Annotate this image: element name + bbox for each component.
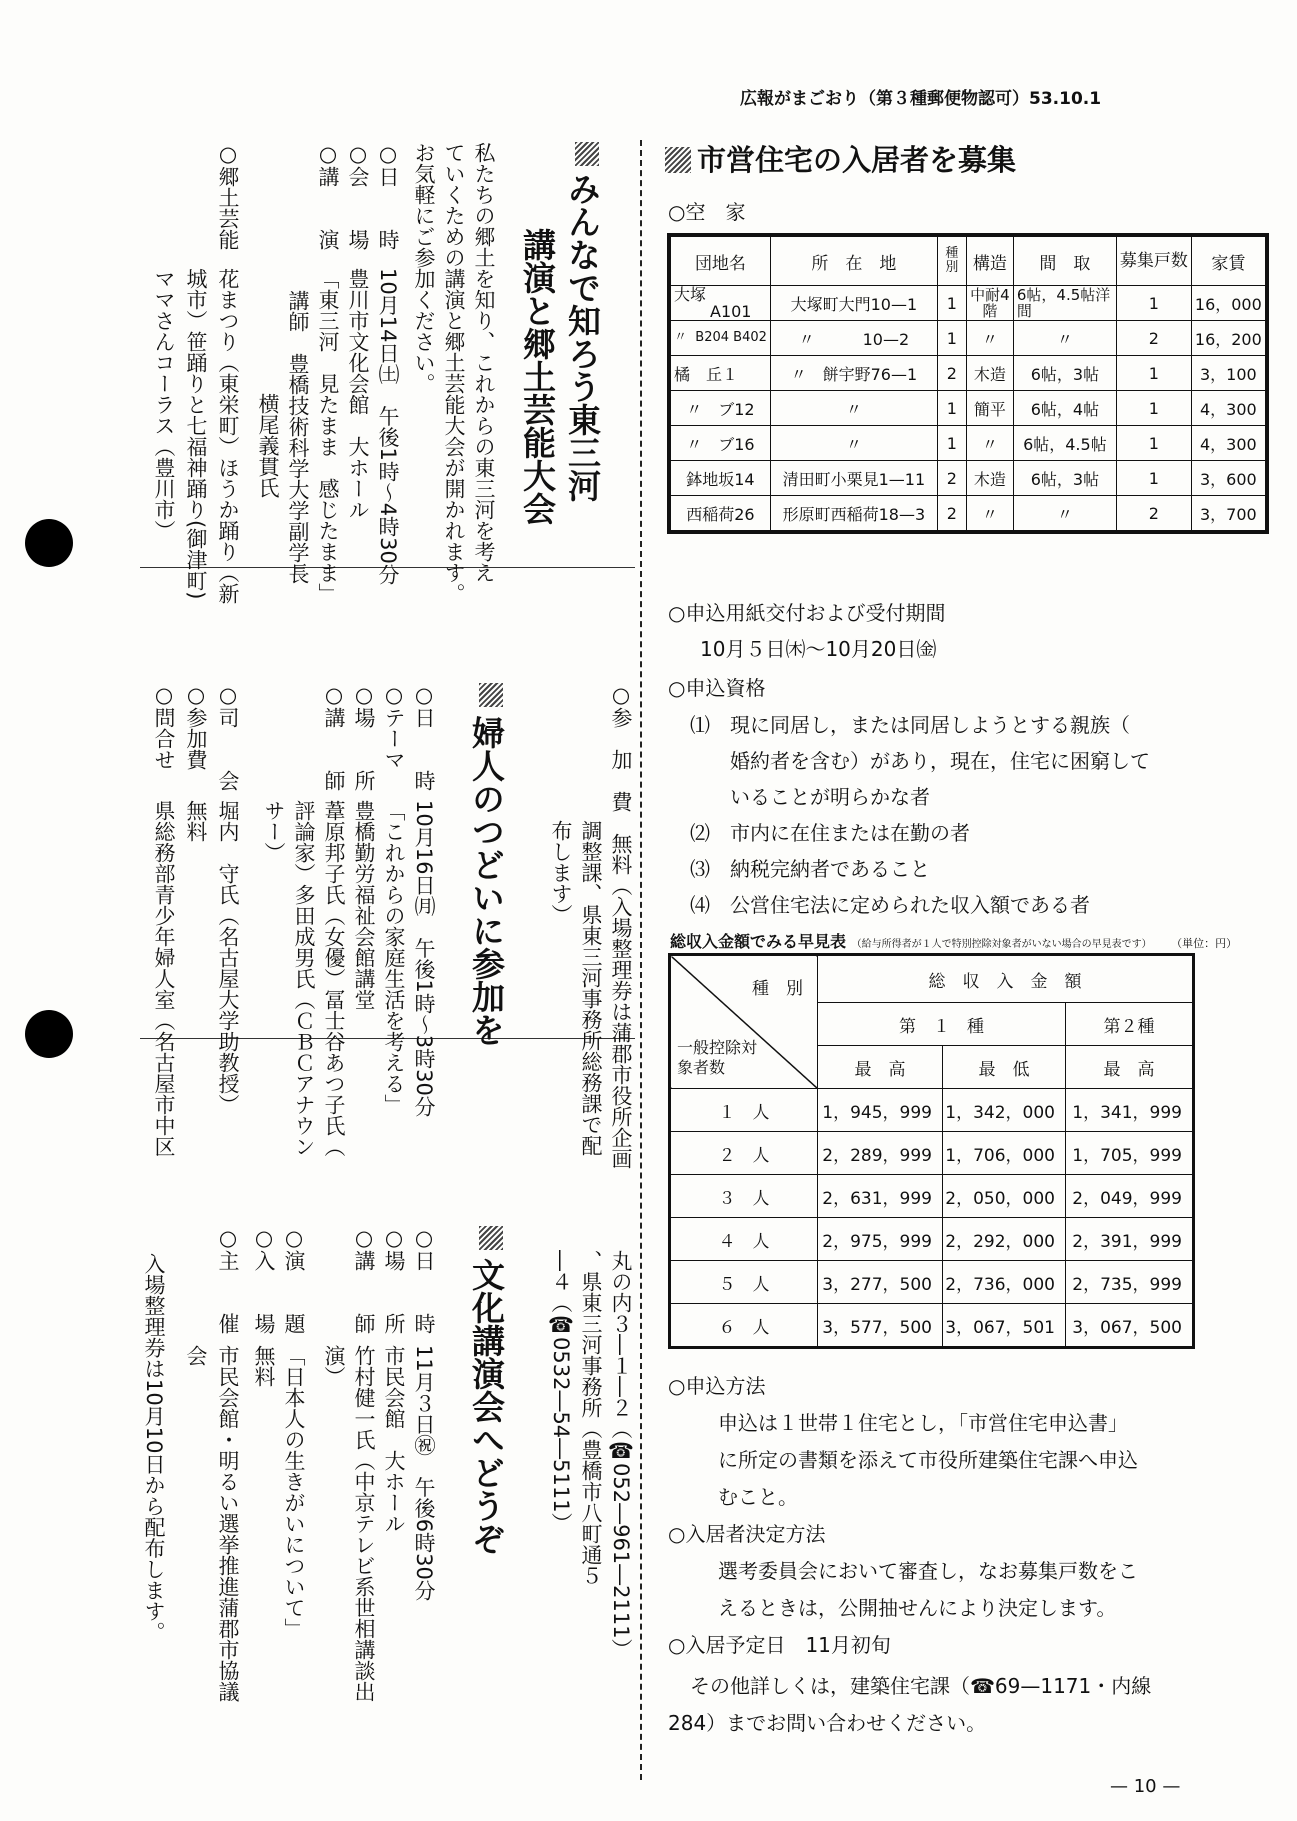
- cell-t2max: 2，049，999: [1066, 1175, 1193, 1218]
- cell-t1max: 1，945，999: [818, 1089, 943, 1132]
- vacancy-heading: ○空 家: [668, 200, 746, 224]
- cell-address: 清田町小栗見1—11: [770, 461, 937, 496]
- bunka-place-value: 市民会館 大ホール: [382, 1345, 406, 1534]
- table-row: [671, 1175, 1193, 1218]
- table-row: [671, 1304, 1193, 1347]
- cell-people: ４ 人: [671, 1218, 818, 1261]
- cell-name-sub: A101: [710, 302, 752, 321]
- fujin-contact-cont3: ―４（☎0532―54―5111）: [549, 1250, 573, 1534]
- column-divider: [640, 140, 642, 1780]
- fujin-contact-cont2: 、県東三河事務所（豊橋市八町通５: [579, 1250, 603, 1586]
- cell-t1max: 3，277，500: [818, 1261, 943, 1304]
- cell-t1min: 2，292，000: [943, 1218, 1066, 1261]
- bunka-title-icon: [479, 1226, 503, 1254]
- bunka-topic-label: ○演 題: [282, 1226, 306, 1334]
- hdr-type1: 第 １ 種: [818, 1003, 1066, 1046]
- cell-structure: 簡平: [966, 391, 1013, 426]
- kyodo-title-2: 講演と郷土芸能大会: [518, 228, 557, 525]
- kyodo-venue-label: ○会 場: [346, 142, 370, 250]
- qualification-3: ⑶ 納税完納者であること: [690, 857, 930, 881]
- method-line-2: に所定の書類を添えて市役所建築住宅課へ申込: [718, 1448, 1138, 1472]
- hdr-address: 所 在 地: [770, 237, 937, 286]
- fujin-contact-label: ○問合せ: [152, 683, 176, 770]
- kyodo-lecture-label: ○講 演: [316, 142, 340, 250]
- cell-t1min: 2，050，000: [943, 1175, 1066, 1218]
- cell-name-main: 大塚: [674, 285, 707, 304]
- kyodo-performance-label: ○郷土芸能: [216, 142, 240, 250]
- hdr-name: 団地名: [671, 237, 771, 286]
- hdr-structure: 構造: [966, 237, 1013, 286]
- cell-type: 1: [937, 391, 966, 426]
- qualification-4: ⑷ 公営住宅法に定められた収入額である者: [690, 893, 1090, 917]
- kyodo-date-label: ○日 時: [376, 142, 400, 250]
- cell-t2max: 2，391，999: [1066, 1218, 1193, 1261]
- fujin-date-label: ○日 時: [412, 683, 436, 791]
- hdr-type: 種別: [937, 237, 966, 286]
- hdr-layout: 間 取: [1013, 237, 1116, 286]
- cell-layout: 6帖，4.5帖: [1013, 426, 1116, 461]
- hdr-total: 総 収 入 金 額: [818, 956, 1193, 1003]
- bunka-date-label: ○日 時: [412, 1226, 436, 1334]
- table-row: [671, 286, 1266, 321]
- cell-type: 2: [937, 461, 966, 496]
- cell-rent: 3，100: [1191, 356, 1265, 391]
- cell-count: 1: [1116, 461, 1191, 496]
- cell-name: 〃 ブ16: [671, 426, 771, 461]
- cell-layout: 〃: [1013, 496, 1116, 531]
- cell-t2max: 1，341，999: [1066, 1089, 1193, 1132]
- cell-rent: 16，000: [1191, 286, 1265, 321]
- cell-type: 2: [937, 496, 966, 531]
- table-row: [671, 426, 1266, 461]
- cell-type: 1: [937, 286, 966, 321]
- cell-structure: 木造: [966, 356, 1013, 391]
- kyodo-performance-value: 花まつり（東栄町）ほうか踊り（新: [216, 268, 240, 604]
- income-table-title: 総収入金額でみる早見表: [670, 932, 847, 951]
- cell-layout: 6帖，4.5帖洋間: [1013, 286, 1116, 321]
- cell-address: 〃 餅宇野76—1: [770, 356, 937, 391]
- fujin-contact-value: 県総務部青少年婦人室（名古屋市中区: [152, 800, 176, 1157]
- hdr-count: 募集戸数: [1116, 237, 1191, 286]
- qualification-1: ⑴ 現に同居し，または同居しようとする親族（: [690, 713, 1130, 737]
- fujin-host-value: 堀内 守氏（名古屋大学助教授）: [216, 800, 240, 1115]
- cell-layout: 〃: [1013, 321, 1116, 356]
- kyodo-performance-cont2: ママさんコーラス（豊川市）: [152, 268, 176, 541]
- period-heading: ○申込用紙交付および受付期間: [668, 601, 946, 625]
- table-row: [671, 391, 1266, 426]
- income-table-unit: （単位：円）: [1171, 937, 1238, 950]
- kyodo-fee-1: ○参 加 費 無料（入場整理券は蒲郡市役所企画: [609, 683, 633, 1169]
- income-table-frame: [668, 953, 1195, 1349]
- cell-name: 〃 ブ12: [671, 391, 771, 426]
- bunka-ticket-note: 入場整理券は10月10日から配布します。: [142, 1253, 166, 1643]
- kyodo-title-icon: [575, 142, 599, 170]
- qualification-1b: 婚約者を含む）があり，現在，住宅に困窮して: [690, 749, 1150, 773]
- corner-cell: [671, 956, 818, 1089]
- kyodo-performance-cont: 城市）笹踊りと七福神踊り(御津町): [184, 268, 208, 600]
- fujin-theme-label: ○テーマ: [382, 683, 406, 770]
- fujin-place-value: 豊橋勤労福祉会館講堂: [352, 800, 376, 1010]
- bunka-lecturer-value: 竹村健一氏（中京テレビ系世相講談出: [352, 1345, 376, 1702]
- cell-t1min: 3，067，501: [943, 1304, 1066, 1347]
- fujin-date-value: 10月16日㈪ 午後1時〜3時30分: [412, 800, 436, 1117]
- table-row: [671, 461, 1266, 496]
- cell-name: 鉢地坂14: [671, 461, 771, 496]
- cell-t2max: 1，705，999: [1066, 1132, 1193, 1175]
- fujin-lecturer-cont2: サー）: [262, 800, 286, 863]
- cell-layout: 6帖，3帖: [1013, 356, 1116, 391]
- fujin-title: 婦人のつどいに参加を: [467, 716, 506, 1046]
- corner-kind: 種 別: [752, 979, 803, 999]
- decide-line-2: えるときは，公開抽せんにより決定します。: [718, 1596, 1117, 1620]
- cell-people: ５ 人: [671, 1261, 818, 1304]
- contact-line-1: その他詳しくは，建築住宅課（☎69—1171・内線: [690, 1674, 1152, 1698]
- cell-rent: 16，200: [1191, 321, 1265, 356]
- cell-address: 形原町西稲荷18—3: [770, 496, 937, 531]
- cell-count: 1: [1116, 426, 1191, 461]
- cell-t1max: 2，289，999: [818, 1132, 943, 1175]
- page-header: 広報がまごおり（第３種郵便物認可）53.10.1: [740, 89, 1102, 109]
- cell-count: 1: [1116, 356, 1191, 391]
- cell-rent: 3，600: [1191, 461, 1265, 496]
- method-line-3: むこと。: [718, 1485, 798, 1509]
- cell-structure: 木造: [966, 461, 1013, 496]
- decide-heading: ○入居者決定方法: [668, 1522, 826, 1546]
- hdr-max2: 最 高: [1066, 1046, 1193, 1089]
- table-row: [671, 1261, 1193, 1304]
- income-header-row-1: [671, 956, 1193, 1003]
- income-table-title-row: [670, 929, 1237, 952]
- cell-people: ６ 人: [671, 1304, 818, 1347]
- cell-people: ３ 人: [671, 1175, 818, 1218]
- fujin-contact-cont1: 丸の内３―１―２（☎052―961―2111）: [609, 1250, 633, 1660]
- table-row: [671, 1089, 1193, 1132]
- kyodo-lecturer: 講師 豊橋技術科学大学副学長: [286, 290, 310, 584]
- kyodo-fee-2: 調整課、県東三河事務所総務課で配: [579, 820, 603, 1156]
- method-heading: ○申込方法: [668, 1374, 766, 1398]
- cell-name-sub: B204 B402: [695, 330, 767, 345]
- decide-line-1: 選考委員会において審査し，なお募集戸数をこ: [718, 1559, 1138, 1583]
- kyodo-title-1: みんなで知ろう東三河: [563, 172, 602, 502]
- cell-structure: 中耐4階: [966, 286, 1013, 321]
- bunka-organizer-value: 市民会館・明るい選挙推進蒲郡市協議: [216, 1345, 240, 1702]
- kyodo-lecture-value: 「東三河 見たまま 感じたまま」: [316, 268, 340, 604]
- fujin-theme-value: 「これからの家庭生活を考える」: [382, 800, 406, 1115]
- cell-name: [671, 286, 771, 321]
- move-in-date: ○入居予定日 11月初旬: [668, 1633, 891, 1657]
- cell-t1max: 3，577，500: [818, 1304, 943, 1347]
- cell-address: 〃: [770, 426, 937, 461]
- cell-t1min: 1，342，000: [943, 1089, 1066, 1132]
- kyodo-fee-3: 布します）: [549, 820, 573, 925]
- cell-name: [671, 321, 771, 356]
- fujin-title-icon: [479, 683, 503, 711]
- cell-structure: 〃: [966, 426, 1013, 461]
- punch-hole-top: [25, 519, 73, 567]
- hdr-max: 最 高: [818, 1046, 943, 1089]
- kyodo-venue-value: 豊川市文化会館 大ホール: [346, 268, 370, 520]
- fujin-fee-value: 無料: [184, 800, 208, 842]
- cell-count: 2: [1116, 496, 1191, 531]
- cell-name-main: 〃: [674, 330, 688, 345]
- bunka-lecturer-label: ○講 師: [352, 1226, 376, 1334]
- table-row: [671, 496, 1266, 531]
- income-table: [670, 955, 1193, 1347]
- bunka-organizer-label: ○主 催: [216, 1226, 240, 1334]
- table-row: [671, 321, 1266, 356]
- cell-address: 〃 10—2: [770, 321, 937, 356]
- qualification-1c: いることが明らかな者: [690, 785, 930, 809]
- cell-t1min: 2，736，000: [943, 1261, 1066, 1304]
- cell-count: 1: [1116, 391, 1191, 426]
- cell-type: 2: [937, 356, 966, 391]
- cell-rent: 4，300: [1191, 391, 1265, 426]
- fujin-lecturer-label: ○講 師: [322, 683, 346, 791]
- cell-people: １ 人: [671, 1089, 818, 1132]
- cell-address: 〃: [770, 391, 937, 426]
- punch-hole-bottom: [25, 1010, 73, 1058]
- cell-address: 大塚町大門10—1: [770, 286, 937, 321]
- cell-structure: 〃: [966, 496, 1013, 531]
- bunka-title: 文化講演会へどうぞ: [467, 1258, 506, 1555]
- cell-people: ２ 人: [671, 1132, 818, 1175]
- housing-table-frame: [667, 233, 1269, 534]
- fujin-lecturer-cont: 評論家）多田成男氏（ＣＢＣアナウン: [292, 800, 316, 1157]
- cell-layout: 6帖，4帖: [1013, 391, 1116, 426]
- table-row: [671, 1132, 1193, 1175]
- cell-rent: 3，700: [1191, 496, 1265, 531]
- cell-type: 1: [937, 426, 966, 461]
- contact-line-2: 284）までお問い合わせください。: [668, 1711, 987, 1735]
- table-row: [671, 1218, 1193, 1261]
- qualification-heading: ○申込資格: [668, 676, 766, 700]
- housing-table-header: [671, 237, 1266, 286]
- cell-t1max: 2，975，999: [818, 1218, 943, 1261]
- housing-table: [670, 236, 1266, 531]
- cell-t1min: 1，706，000: [943, 1132, 1066, 1175]
- cell-rent: 4，300: [1191, 426, 1265, 461]
- page-number: — 10 —: [1110, 1776, 1181, 1797]
- bunka-date-value: 11月３日㊗ 午後6時30分: [412, 1345, 436, 1601]
- qualification-2: ⑵ 市内に在住または在勤の者: [690, 821, 970, 845]
- table-row: [671, 356, 1266, 391]
- cell-name: 橘 丘１: [671, 356, 771, 391]
- bunka-topic-value: 「日本人の生きがいについて」: [282, 1345, 306, 1639]
- bunka-entry-label: ○入 場: [252, 1226, 276, 1334]
- cell-layout: 6帖，3帖: [1013, 461, 1116, 496]
- cell-t1max: 2，631，999: [818, 1175, 943, 1218]
- bunka-lecturer-cont: 演）: [322, 1345, 346, 1387]
- cell-name: 西稲荷26: [671, 496, 771, 531]
- bunka-place-label: ○場 所: [382, 1226, 406, 1334]
- fujin-lecturer-value: 葦原邦子氏（女優）冨士谷あつ子氏（: [322, 800, 346, 1157]
- income-table-note: （給与所得者が１人で特別控除対象者がいない場合の早見表です）: [851, 939, 1152, 950]
- cell-t2max: 3，067，500: [1066, 1304, 1193, 1347]
- fujin-fee-label: ○参加費: [184, 683, 208, 770]
- cell-type: 1: [937, 321, 966, 356]
- cell-structure: 〃: [966, 321, 1013, 356]
- method-line-1: 申込は１世帯１住宅とし，「市営住宅申込書」: [718, 1411, 1128, 1435]
- hdr-min: 最 低: [943, 1046, 1066, 1089]
- period-value: 10月５日㈭〜10月20日㈮: [700, 637, 937, 661]
- housing-title: [665, 138, 1016, 179]
- fujin-host-label: ○司 会: [216, 683, 240, 791]
- kyodo-intro-1: 私たちの郷土を知り、これからの東三河を考え: [472, 142, 496, 583]
- cell-count: 2: [1116, 321, 1191, 356]
- hdr-type2: 第２種: [1066, 1003, 1193, 1046]
- cell-t2max: 2，735，999: [1066, 1261, 1193, 1304]
- corner-dependents: 一般控除対象者数: [677, 1038, 758, 1077]
- hdr-rent: 家賃: [1191, 237, 1265, 286]
- bunka-organizer-cont: 会: [184, 1345, 208, 1366]
- kyodo-intro-3: お気軽にご参加ください。: [412, 142, 436, 394]
- kyodo-lecturer-name: 横尾義貫氏: [256, 393, 280, 498]
- cell-count: 1: [1116, 286, 1191, 321]
- bunka-entry-value: 無料: [252, 1345, 276, 1387]
- kyodo-intro-2: ていくための講演と郷土芸能大会が開かれます。: [442, 142, 466, 604]
- kyodo-date-value: 10月14日㈯ 午後1時〜4時30分: [376, 268, 400, 585]
- fujin-place-label: ○場 所: [352, 683, 376, 791]
- housing-title-text: 市営住宅の入居者を募集: [697, 143, 1017, 177]
